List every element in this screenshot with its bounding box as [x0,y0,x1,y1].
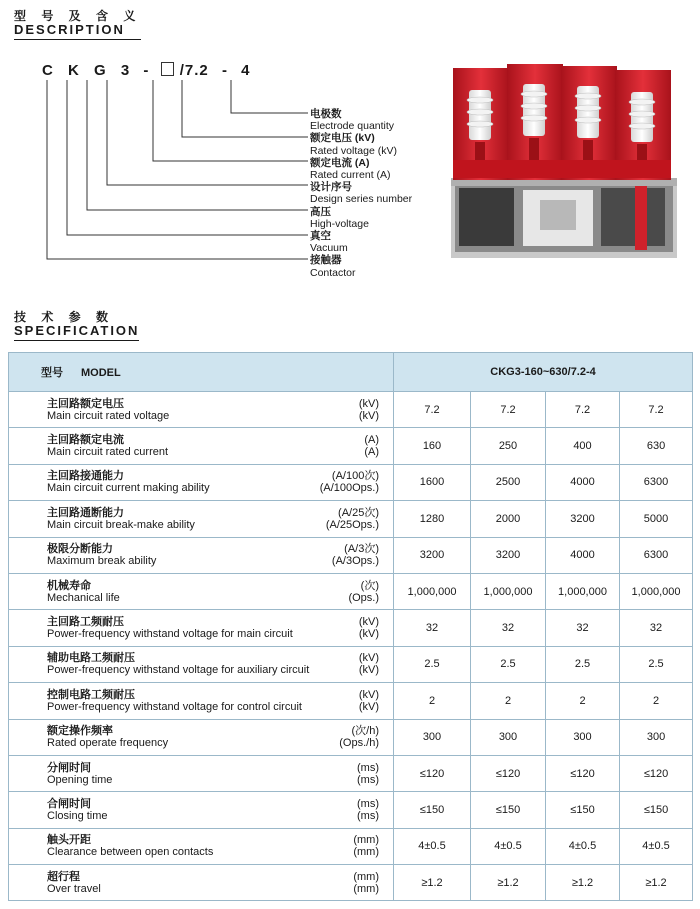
value-cell: ≤150 [620,792,693,828]
value-cell: 4000 [546,464,620,500]
param-cell [9,428,394,464]
unit-en: (Ops.) [348,591,379,604]
value-cell: 1600 [394,464,471,500]
legend-item: 额定电流 (A) Rated current (A) [310,156,391,182]
value-cell: ≥1.2 [546,865,620,901]
legend-item: 高压 High-voltage [310,205,369,230]
param-name-en: Power-frequency withstand voltage for main circuit [47,628,293,641]
value-cell: 4±0.5 [471,828,546,864]
param-cell [9,392,394,428]
unit-en: (mm) [353,882,379,895]
value-cell: 1,000,000 [394,573,471,609]
table-row [9,464,693,500]
unit-en: (kV) [358,664,379,677]
param-name-en: Rated operate frequency [47,737,169,750]
value-cell: 2 [620,683,693,719]
param-units [357,798,379,822]
code-voltage-suffix: /7.2 [179,62,209,79]
unit-cn: (mm) [353,870,379,883]
param-name-cn: 主回路接通能力 [47,470,124,483]
param-units [348,580,379,604]
value-cell: 2.5 [471,646,546,682]
value-cell: ≥1.2 [620,865,693,901]
unit-en: (A/25Ops.) [325,518,379,531]
description-heading-en: DESCRIPTION [14,22,125,37]
param-name-en: Closing time [47,809,108,822]
legend-item: 设计序号 Design series number [310,181,413,206]
unit-cn: (次) [360,579,379,592]
value-cell: 4±0.5 [546,828,620,864]
value-cell: 7.2 [471,392,546,428]
legend-item: 额定电压 (kV) Rated voltage (kV) [310,132,397,157]
unit-en: (A) [364,446,379,459]
value-cell: ≤150 [471,792,546,828]
param-units [359,398,379,422]
table-row [9,392,693,428]
param-cell [9,683,394,719]
value-cell: ≥1.2 [471,865,546,901]
code-g: G [94,62,107,79]
param-name-en: Main circuit rated current [47,446,169,459]
unit-cn: (ms) [357,761,379,774]
model-value: CKG3-160~630/7.2-4 [394,353,693,392]
param-name-en: Main circuit current making ability [47,482,210,495]
value-cell: ≤150 [394,792,471,828]
code-dash-1: - [143,62,150,79]
unit-en: (kV) [358,628,379,641]
param-cell [9,610,394,646]
value-cell: ≤120 [471,755,546,791]
unit-cn: (kV) [358,397,379,410]
table-row [9,865,693,901]
value-cell: 2 [546,683,620,719]
legend-item: 真空 Vacuum [310,230,348,255]
table-row [9,755,693,791]
value-cell: 4±0.5 [394,828,471,864]
param-name-en: Main circuit rated voltage [47,409,170,422]
value-cell: ≤120 [546,755,620,791]
unit-cn: (A/3次) [344,543,379,556]
value-cell: 3200 [471,537,546,573]
unit-en: (kV) [358,409,379,422]
value-cell: 3200 [394,537,471,573]
spec-heading [14,311,139,341]
param-name-cn: 触头开距 [47,834,91,847]
param-name-en: Maximum break ability [47,555,157,568]
param-name-cn: 额定操作频率 [47,725,113,738]
table-row [9,428,693,464]
value-cell: 1280 [394,501,471,537]
param-cell [9,792,394,828]
param-name-cn: 分闸时间 [47,761,91,774]
unit-cn: (kV) [358,652,379,665]
param-units [359,652,379,676]
param-units [357,762,379,786]
value-cell: 250 [471,428,546,464]
model-label-cn: 型号 [41,367,63,379]
table-row [9,719,693,755]
unit-cn: (kV) [358,688,379,701]
unit-cn: (A/25次) [338,506,379,519]
table-row [9,683,693,719]
param-units [339,725,379,749]
value-cell: 300 [471,719,546,755]
value-cell: 1,000,000 [620,573,693,609]
unit-cn: (kV) [358,616,379,629]
value-cell: 5000 [620,501,693,537]
value-cell: 32 [546,610,620,646]
value-cell: 2.5 [394,646,471,682]
param-units [359,689,379,713]
value-cell: 7.2 [394,392,471,428]
param-cell [9,755,394,791]
param-name-en: Opening time [47,773,113,786]
value-cell: 32 [471,610,546,646]
unit-cn: (mm) [353,834,379,847]
table-row [9,646,693,682]
value-cell: 1,000,000 [546,573,620,609]
value-cell: 630 [620,428,693,464]
value-cell: 4±0.5 [620,828,693,864]
value-cell: 7.2 [620,392,693,428]
unit-en: (A/100Ops.) [319,482,379,495]
spec-heading-en: SPECIFICATION [14,323,140,338]
param-units [320,470,379,494]
description-heading-cn: 型 号 及 含 义 [14,9,142,23]
param-cell [9,865,394,901]
param-cell [9,464,394,500]
unit-cn: (A/100次) [331,470,379,483]
value-cell: 300 [546,719,620,755]
legend-item: 电极数 Electrode quantity [310,108,395,133]
legend-item: 接触器 Contactor [310,254,356,279]
value-cell: 2500 [471,464,546,500]
value-cell: 32 [620,610,693,646]
param-name-cn: 控制电路工频耐压 [47,688,135,701]
table-row [9,828,693,864]
value-cell: ≤120 [620,755,693,791]
param-name-cn: 极限分断能力 [47,543,113,556]
value-cell: ≤150 [546,792,620,828]
value-cell: 4000 [546,537,620,573]
code-k: K [68,62,80,79]
param-units [326,507,379,531]
value-cell: 400 [546,428,620,464]
param-name-cn: 超行程 [47,870,80,883]
unit-en: (ms) [357,773,379,786]
code-4: 4 [241,62,251,79]
unit-en: (mm) [353,846,379,859]
heading-underline [14,340,139,341]
param-name-en: Main circuit break-make ability [47,518,195,531]
param-units [359,616,379,640]
param-name-en: Mechanical life [47,591,120,604]
param-name-cn: 主回路额定电压 [47,397,124,410]
code-c: C [42,62,54,79]
unit-en: (A/3Ops.) [331,555,379,568]
value-cell: ≥1.2 [394,865,471,901]
value-cell: 6300 [620,464,693,500]
table-row [9,610,693,646]
param-name-cn: 主回路通断能力 [47,506,124,519]
value-cell: 3200 [546,501,620,537]
table-row [9,537,693,573]
param-name-cn: 主回路工频耐压 [47,616,124,629]
value-cell: 6300 [620,537,693,573]
value-cell: ≤120 [394,755,471,791]
param-cell [9,828,394,864]
model-code-legend [310,108,412,279]
value-cell: 1,000,000 [471,573,546,609]
param-units [332,543,379,567]
param-name-cn: 主回路额定电流 [47,434,124,447]
param-name-cn: 辅助电路工频耐压 [47,652,135,665]
value-cell: 2.5 [546,646,620,682]
model-label-cell [9,353,394,392]
param-units [364,434,379,458]
table-row [9,501,693,537]
value-cell: 2.5 [620,646,693,682]
param-cell [9,573,394,609]
value-cell: 32 [394,610,471,646]
table-header-row [9,353,693,392]
unit-cn: (次/h) [351,725,379,738]
unit-en: (kV) [358,700,379,713]
param-units [353,834,379,858]
param-cell [9,719,394,755]
value-cell: 2 [471,683,546,719]
unit-en: (ms) [357,809,379,822]
value-cell: 300 [620,719,693,755]
param-units [353,871,379,895]
param-cell [9,646,394,682]
spec-table [8,352,693,901]
table-row [9,792,693,828]
spec-heading-cn: 技 术 参 数 [14,310,115,324]
model-label-en: MODEL [81,367,121,379]
code-dash-2: - [221,62,228,79]
code-3: 3 [120,62,131,79]
value-cell: 2 [394,683,471,719]
param-name-en: Over travel [47,882,101,895]
value-cell: 2000 [471,501,546,537]
value-cell: 7.2 [546,392,620,428]
product-photo [445,60,685,260]
unit-en: (Ops./h) [339,737,379,750]
unit-cn: (ms) [357,797,379,810]
param-name-en: Power-frequency withstand voltage for auxiliary circuit [47,664,310,677]
param-cell [9,537,394,573]
value-cell: 300 [394,719,471,755]
param-cell [9,501,394,537]
param-name-cn: 合闸时间 [47,797,91,810]
param-name-cn: 机械寿命 [47,579,91,592]
param-name-en: Power-frequency withstand voltage for control circuit [47,700,302,713]
table-row [9,573,693,609]
unit-cn: (A) [364,434,379,447]
value-cell: 160 [394,428,471,464]
param-name-en: Clearance between open contacts [47,846,214,859]
